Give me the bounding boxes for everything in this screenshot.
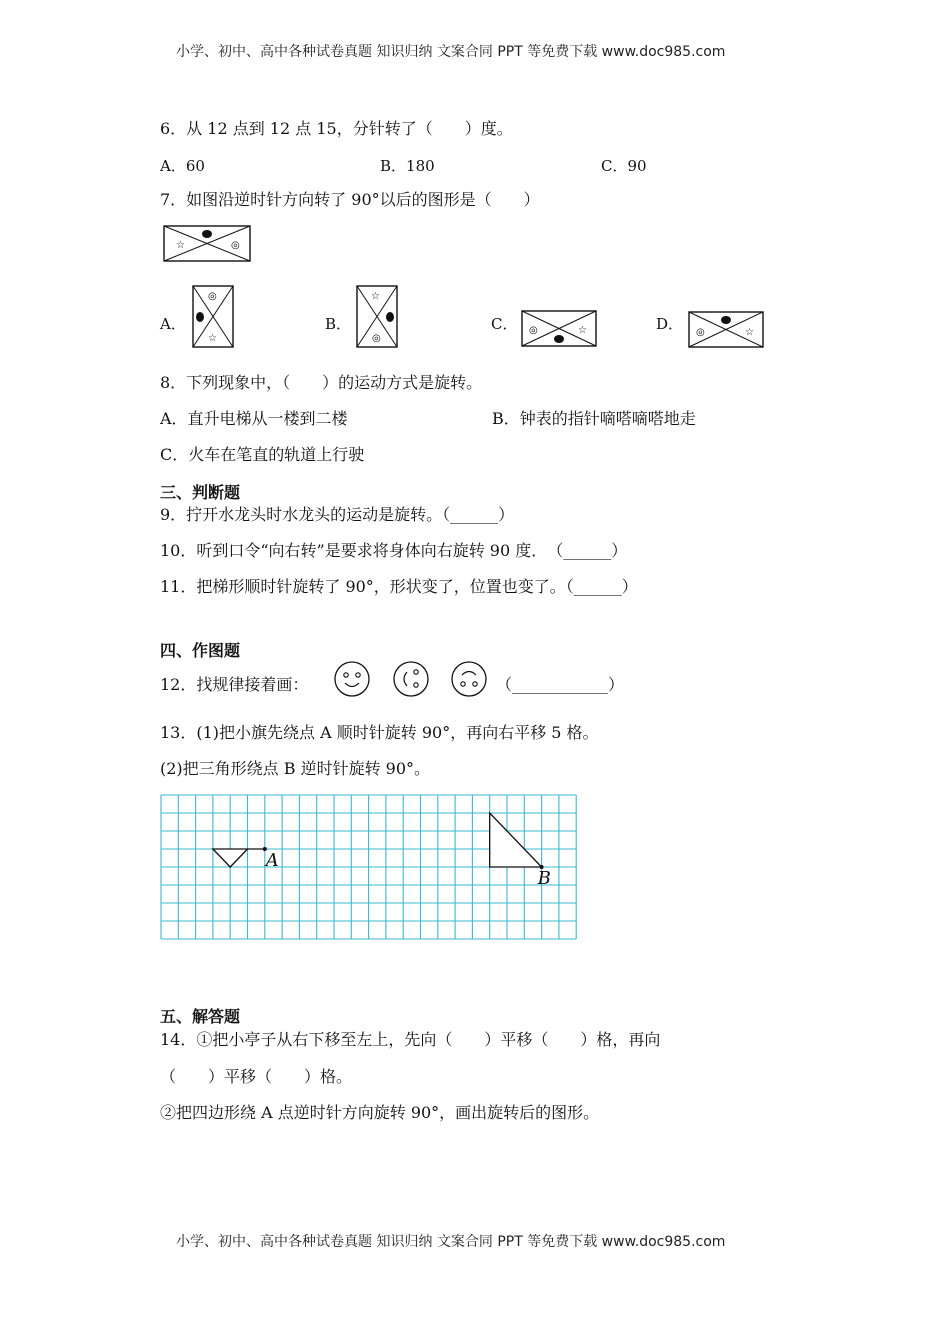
drawing-grid (160, 794, 576, 939)
svg-text:◎: ◎ (231, 240, 240, 251)
q7-option-d-figure (688, 311, 764, 348)
q12-answer-blank[interactable]: （____________） (496, 675, 625, 694)
q6-option-b: B．180 (380, 157, 435, 175)
q14-line2: （ ）平移（ ）格。 (160, 1067, 353, 1086)
smiley-face-2-icon (392, 660, 430, 698)
q7-option-b-label: B． (325, 315, 352, 333)
q6-stem: 6．从 12 点到 12 点 15，分针转了（ ）度。 (160, 119, 513, 138)
q8-option-a: A．直升电梯从一楼到二楼 (160, 409, 348, 428)
svg-text:◎: ◎ (208, 291, 217, 302)
page-footer: 小学、初中、高中各种试卷真题 知识归纳 文案合同 PPT 等免费下载 www.doc985.com (176, 1234, 726, 1250)
q13-part1: 13．(1)把小旗先绕点 A 顺时针旋转 90°，再向右平移 5 格。 (160, 723, 599, 742)
q10-item: 10．听到口令“向右转”是要求将身体向右旋转 90 度． （______） (160, 541, 628, 560)
section5-title: 五、解答题 (160, 1007, 241, 1026)
q7-option-a-figure (192, 285, 234, 348)
svg-text:☆: ☆ (745, 327, 754, 338)
svg-text:☆: ☆ (208, 333, 217, 344)
q8-stem: 8．下列现象中，（ ）的运动方式是旋转。 (160, 373, 483, 392)
svg-text:◎: ◎ (372, 333, 381, 344)
q7-option-d-label: D． (656, 315, 684, 333)
q7-original-figure (163, 225, 251, 262)
q8-option-b: B．钟表的指针嘀嗒嘀嗒地走 (492, 409, 696, 428)
svg-text:☆: ☆ (176, 240, 185, 251)
triangle-shape (490, 813, 542, 867)
q14-line3: ②把四边形绕 A 点逆时针方向旋转 90°，画出旋转后的图形。 (160, 1103, 600, 1122)
svg-text:◎: ◎ (696, 327, 705, 338)
q6-option-a: A．60 (160, 157, 205, 175)
q14-line1: 14．①把小亭子从右下移至左上，先向（ ）平移（ ）格，再向 (160, 1030, 661, 1049)
smiley-face-3-icon (450, 660, 488, 698)
q11-item: 11．把梯形顺时针旋转了 90°，形状变了，位置也变了。（______） (160, 577, 638, 596)
q12-prefix: 12．找规律接着画： (160, 675, 309, 694)
q7-option-c-label: C． (491, 315, 518, 333)
smiley-face-1-icon (333, 660, 371, 698)
q7-stem: 7．如图沿逆时针方向转了 90°以后的图形是（ ） (160, 190, 540, 209)
q13-part2: (2)把三角形绕点 B 逆时针旋转 90°。 (160, 759, 431, 778)
svg-text:☆: ☆ (371, 291, 380, 302)
svg-text:☆: ☆ (578, 325, 587, 336)
point-b-label: B (537, 868, 551, 889)
q8-option-c: C．火车在笔直的轨道上行驶 (160, 445, 365, 464)
page-header: 小学、初中、高中各种试卷真题 知识归纳 文案合同 PPT 等免费下载 www.doc985.com (176, 44, 726, 60)
point-a-label: A (265, 850, 279, 871)
svg-text:◎: ◎ (529, 325, 538, 336)
q7-option-c-figure (521, 310, 597, 347)
flag-shape (213, 849, 248, 867)
q6-option-c: C．90 (601, 157, 647, 175)
section4-title: 四、作图题 (160, 641, 241, 660)
section3-title: 三、判断题 (160, 483, 241, 502)
q7-option-a-label: A． (160, 315, 186, 333)
q7-option-b-figure (356, 285, 398, 348)
q9-item: 9．拧开水龙头时水龙头的运动是旋转。（______） (160, 505, 515, 524)
